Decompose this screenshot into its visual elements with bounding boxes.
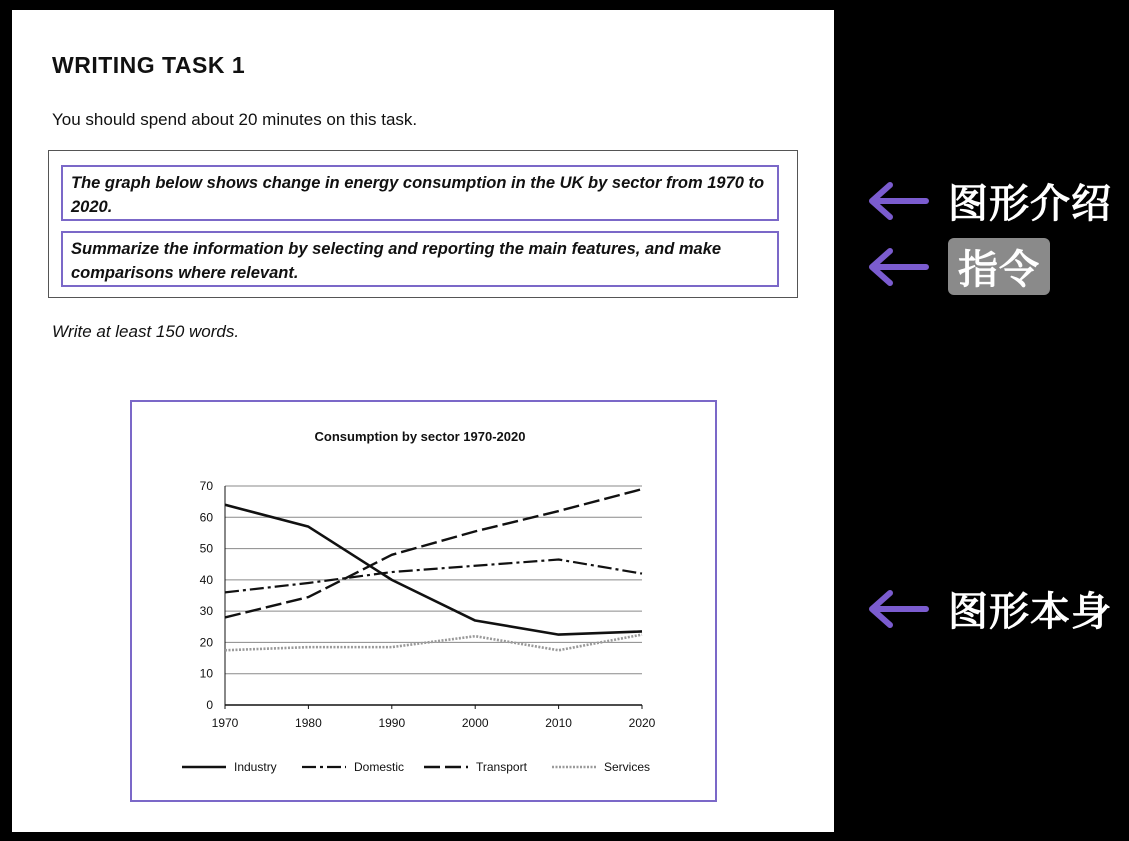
y-tick-label: 30 xyxy=(199,604,213,619)
chart-frame xyxy=(130,400,717,802)
x-tick-label: 1980 xyxy=(295,716,322,730)
y-tick-label: 10 xyxy=(199,666,213,681)
legend-label-transport: Transport xyxy=(476,760,527,774)
task-paper xyxy=(12,10,834,832)
x-tick-label: 2010 xyxy=(545,716,572,730)
left-arrow-icon xyxy=(866,589,930,629)
x-tick-label: 2000 xyxy=(461,716,489,730)
time-instruction: You should spend about 20 minutes on this task. xyxy=(52,110,418,129)
note-graph-intro xyxy=(866,172,1112,229)
left-arrow-icon xyxy=(866,247,930,287)
note-instruction xyxy=(866,238,1050,295)
note-graph-itself xyxy=(866,580,1112,637)
legend-label-domestic: Domestic xyxy=(354,760,405,774)
note-graph-intro-label: 图形介绍 xyxy=(948,181,1112,227)
note-instruction-label: 指令 xyxy=(948,238,1050,295)
x-tick-label: 1970 xyxy=(211,716,239,730)
series-line-domestic xyxy=(225,560,642,593)
note-graph-itself-label: 图形本身 xyxy=(948,589,1112,635)
y-tick-label: 0 xyxy=(206,698,213,712)
y-tick-label: 70 xyxy=(199,479,213,493)
x-tick-label: 2020 xyxy=(628,716,656,730)
legend-label-industry: Industry xyxy=(234,760,277,774)
task-title: WRITING TASK 1 xyxy=(52,52,246,78)
x-tick-label: 1990 xyxy=(378,716,406,730)
task-instruction: Summarize the information by selecting and reporting the main features, and make comparisons where relevant. xyxy=(61,231,779,287)
chart-title: Consumption by sector 1970-2020 xyxy=(314,429,526,444)
series-line-transport xyxy=(225,489,642,617)
y-tick-label: 60 xyxy=(199,510,213,525)
line-chart xyxy=(132,402,715,800)
word-count-instruction: Write at least 150 words. xyxy=(52,322,240,341)
y-tick-label: 20 xyxy=(199,635,213,650)
left-arrow-icon xyxy=(866,181,930,221)
y-tick-label: 40 xyxy=(199,572,213,587)
prompt-box xyxy=(48,150,798,298)
graph-description: The graph below shows change in energy consumption in the UK by sector from 1970 to 2020. xyxy=(61,165,779,221)
y-tick-label: 50 xyxy=(199,541,213,556)
legend-label-services: Services xyxy=(604,760,651,774)
